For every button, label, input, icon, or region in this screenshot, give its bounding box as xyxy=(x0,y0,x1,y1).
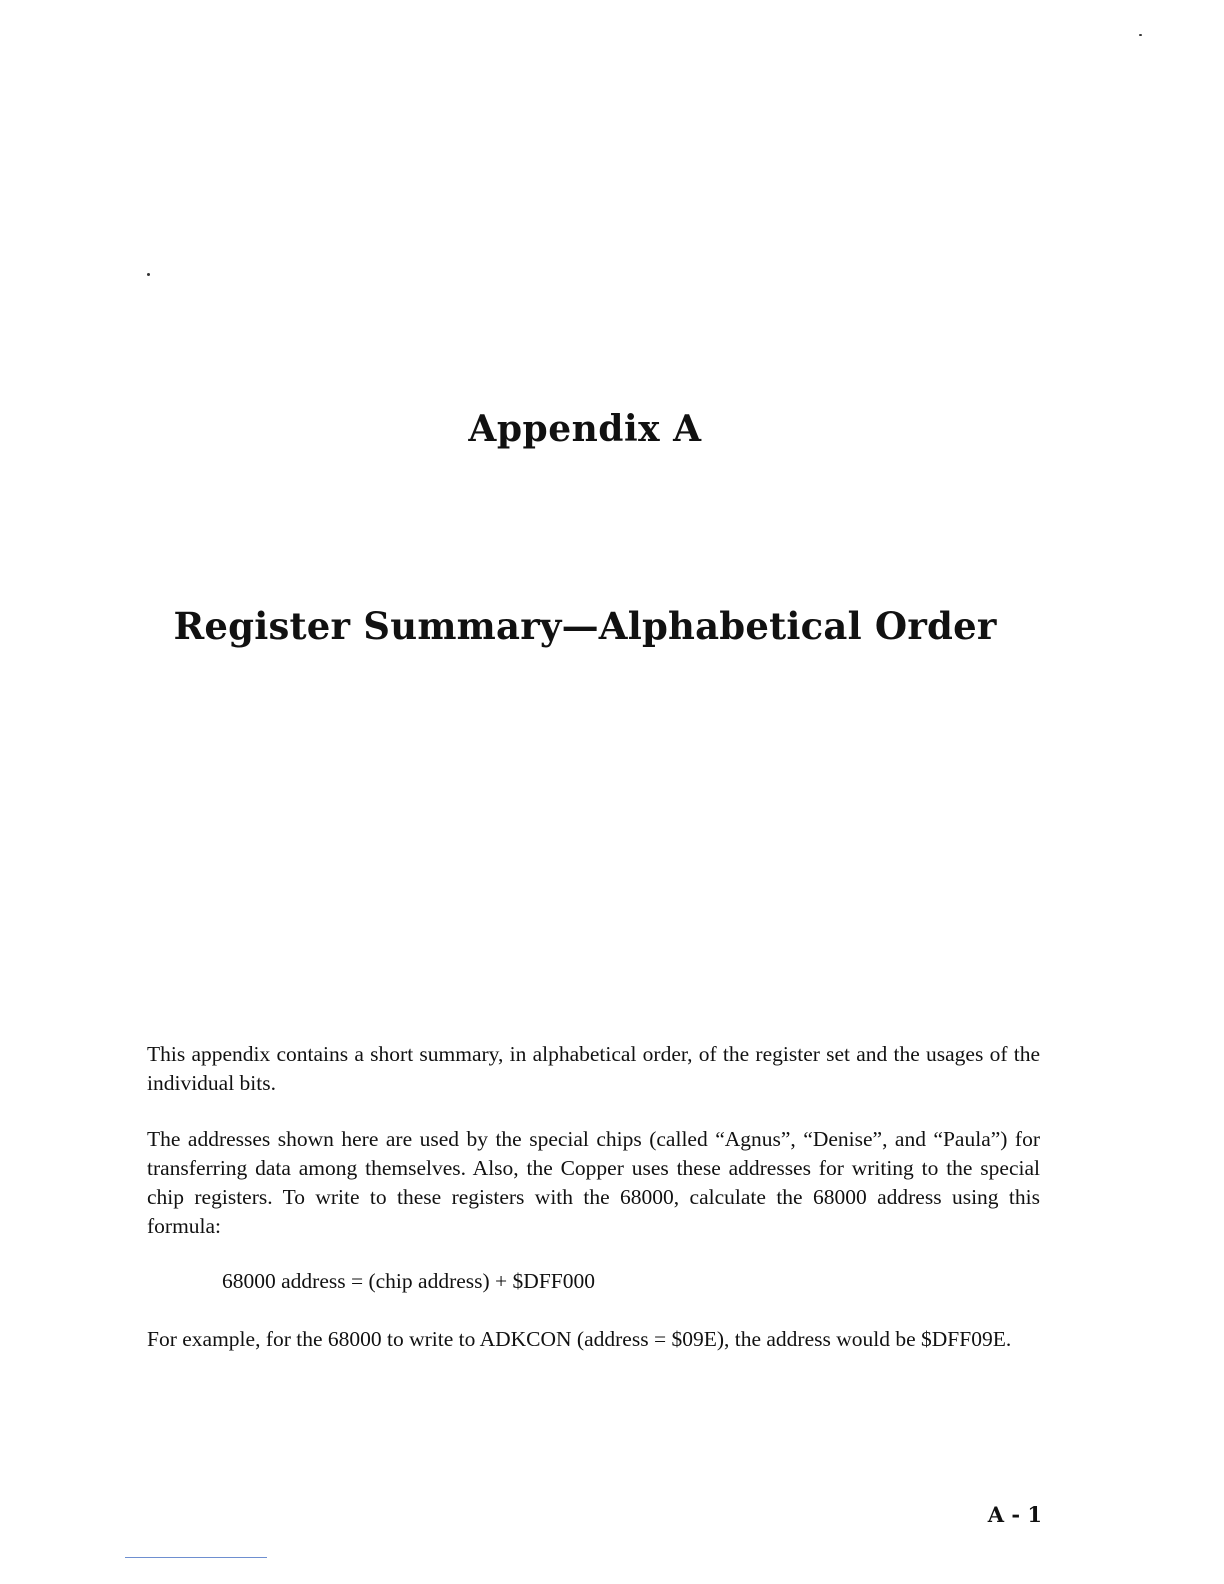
address-formula: 68000 address = (chip address) + $DFF000 xyxy=(222,1269,595,1293)
bottom-rule-line xyxy=(125,1557,267,1558)
appendix-title: Appendix A xyxy=(468,408,702,450)
page-number: A - 1 xyxy=(987,1502,1042,1527)
section-title: Register Summary—Alphabetical Order xyxy=(173,604,997,648)
example-paragraph: For example, for the 68000 to write to ADKCON (address = $09E), the address would be $DFF09E. xyxy=(147,1327,1012,1351)
scan-speck xyxy=(147,273,150,276)
intro-paragraph: This appendix contains a short summary, in alphabetical order, of the register set and the usages of the individual bits. xyxy=(147,1042,1040,1095)
addresses-paragraph: The addresses shown here are used by the special chips (called “Agnus”, “Denise”, and “Paula”) for transferring data among themselves. Also, the Copper uses these addresses for writing to the special chip registers. To write to these registers with the 68000, calculate the 68000 address using this formula: xyxy=(147,1127,1040,1238)
scan-speck xyxy=(1139,34,1142,36)
